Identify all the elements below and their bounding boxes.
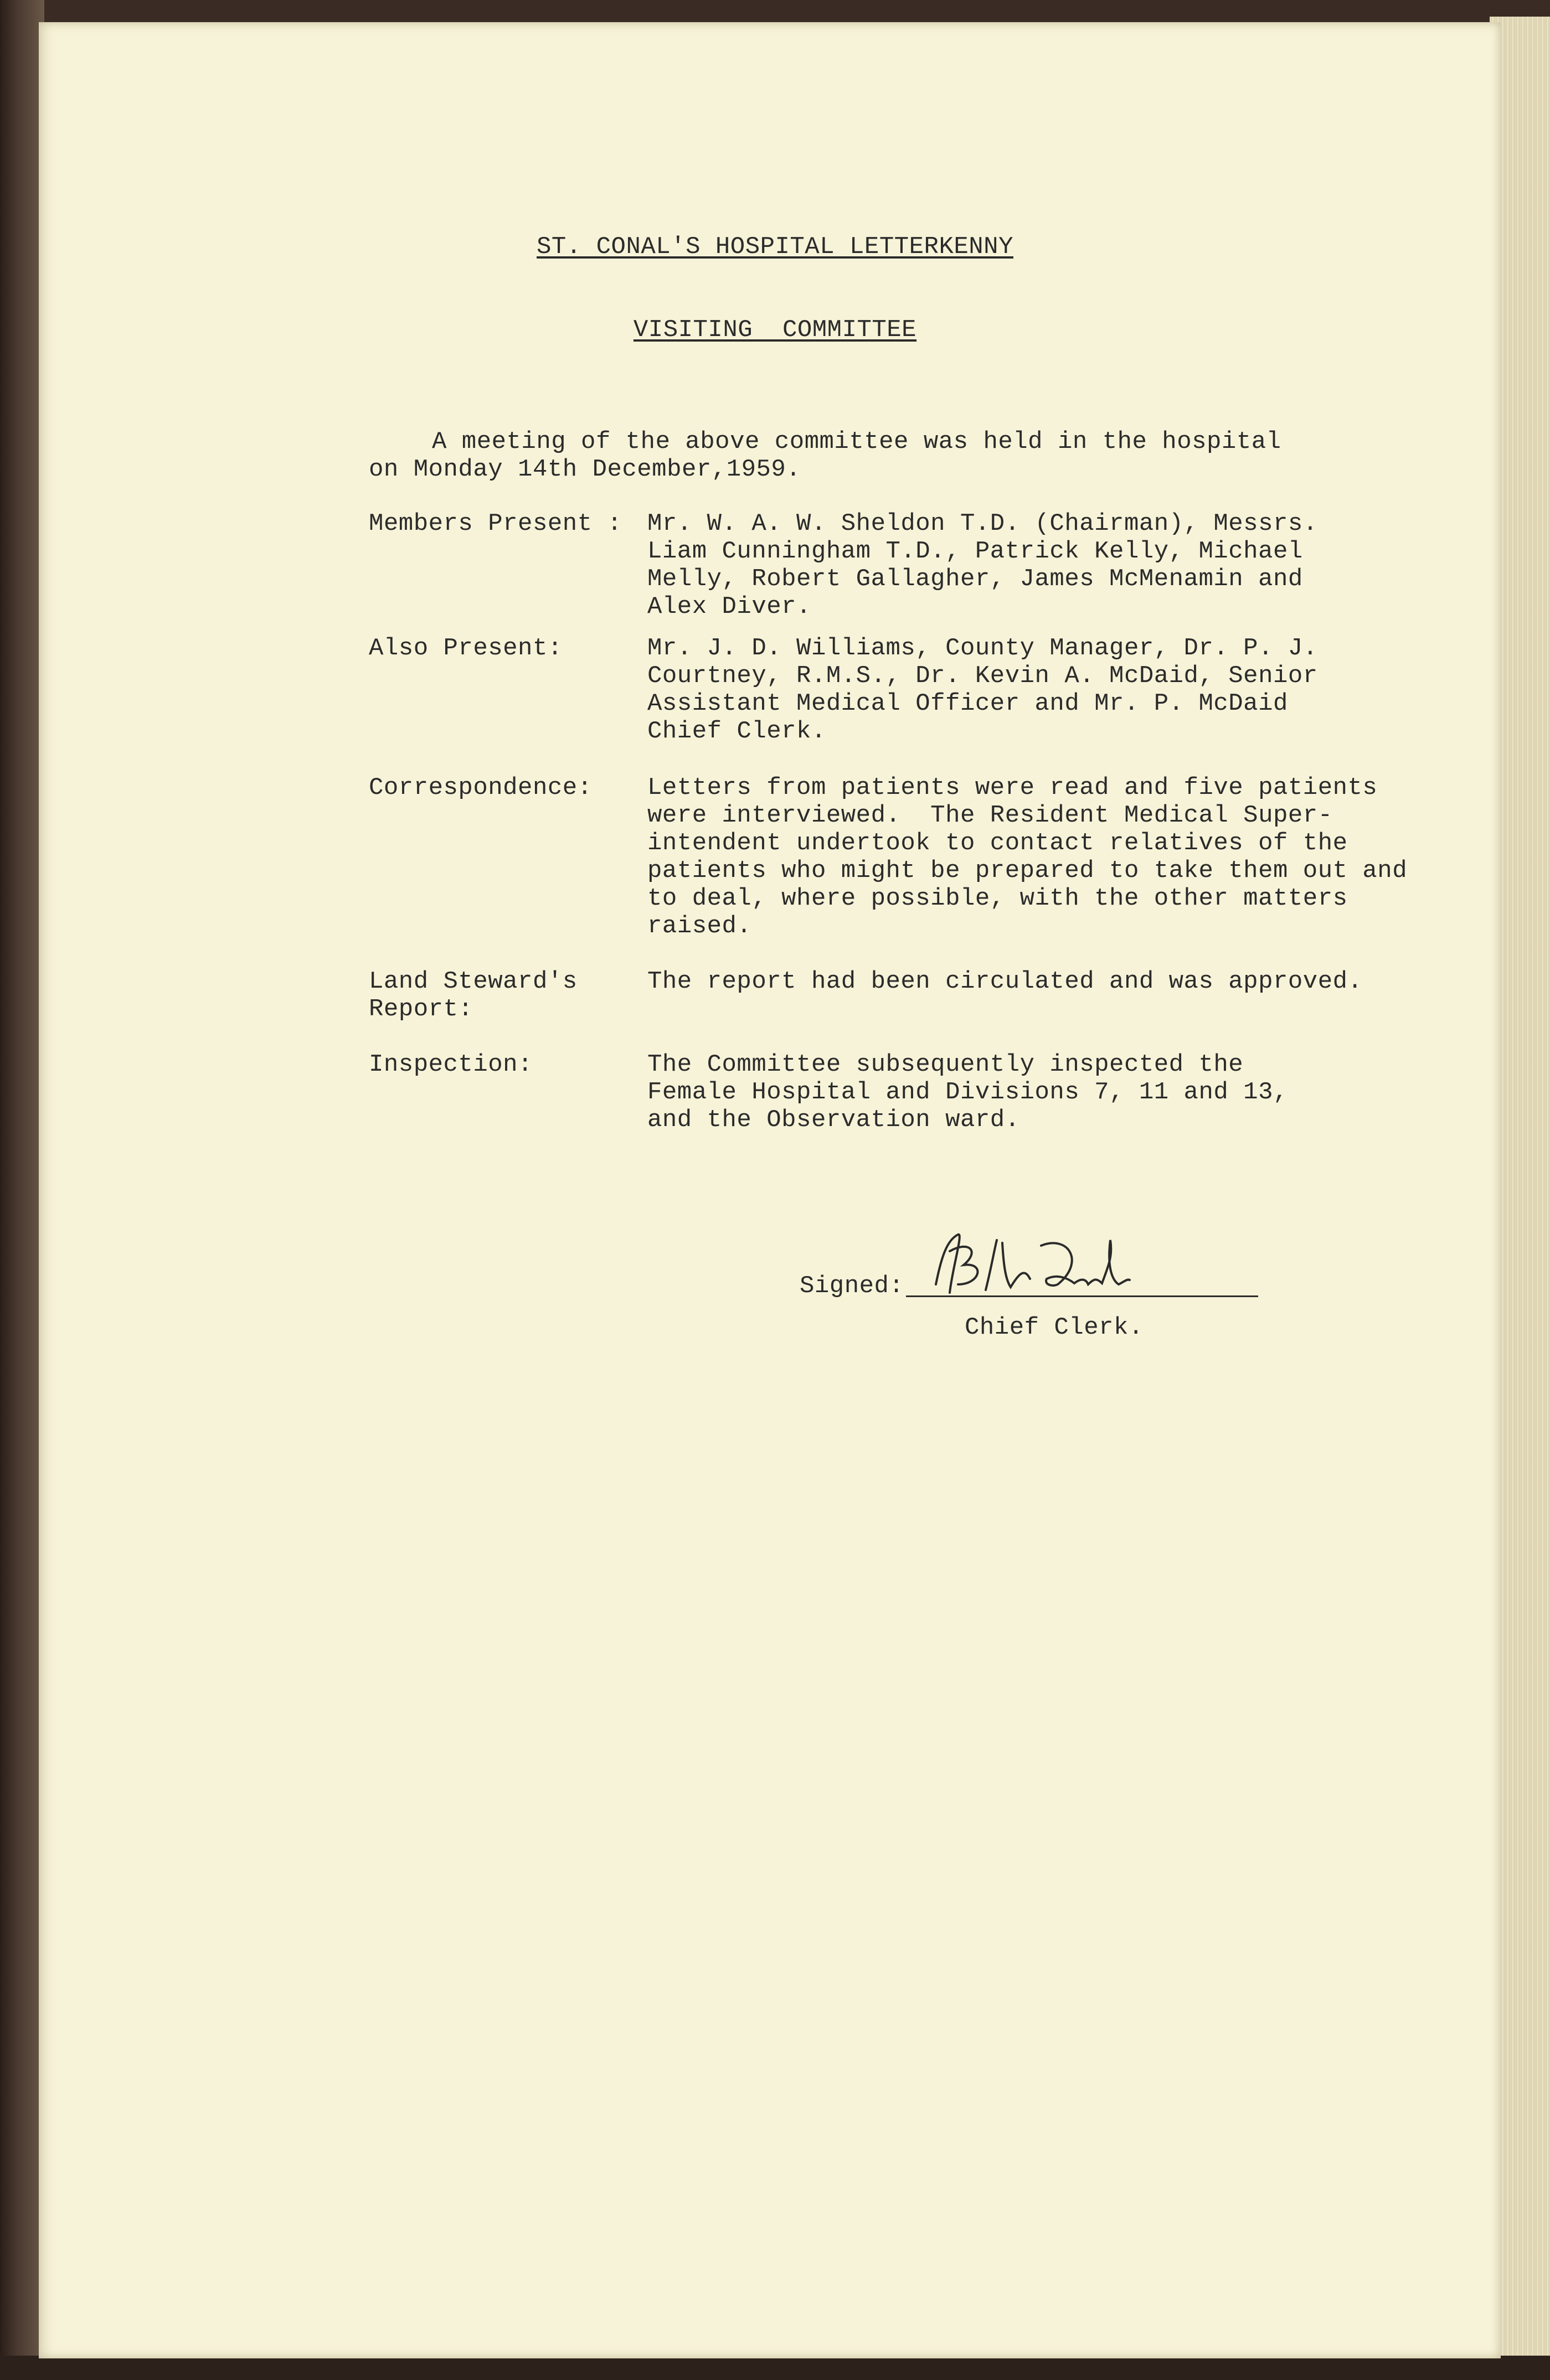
intro-line-2: on Monday 14th December,1959. bbox=[369, 456, 801, 483]
label-report: Report: bbox=[369, 995, 473, 1023]
signed-label: Signed: bbox=[800, 1272, 904, 1300]
members-line-1: Mr. W. A. W. Sheldon T.D. (Chairman), Messrs. bbox=[647, 510, 1318, 538]
correspondence-line-2: were interviewed. The Resident Medical Super- bbox=[647, 802, 1333, 829]
correspondence-line-4: patients who might be prepared to take them out and bbox=[647, 857, 1408, 885]
inspection-line-3: and the Observation ward. bbox=[647, 1106, 1020, 1134]
signer-title: Chief Clerk. bbox=[965, 1314, 1144, 1341]
label-correspondence: Correspondence: bbox=[369, 774, 593, 802]
label-land-steward: Land Steward's bbox=[369, 968, 578, 995]
label-inspection: Inspection: bbox=[369, 1051, 533, 1078]
members-line-2: Liam Cunningham T.D., Patrick Kelly, Michael bbox=[647, 538, 1303, 565]
document-title: ST. CONAL'S HOSPITAL LETTERKENNY bbox=[537, 233, 1013, 261]
land-steward-line-1: The report had been circulated and was approved. bbox=[647, 968, 1363, 995]
label-also-present: Also Present: bbox=[369, 634, 563, 662]
document-subtitle: VISITING COMMITTEE bbox=[633, 316, 917, 344]
also-line-2: Courtney, R.M.S., Dr. Kevin A. McDaid, Senior bbox=[647, 662, 1318, 690]
also-line-4: Chief Clerk. bbox=[647, 717, 826, 745]
members-line-3: Melly, Robert Gallagher, James McMenamin and bbox=[647, 565, 1303, 593]
correspondence-line-5: to deal, where possible, with the other matters bbox=[647, 885, 1348, 912]
inspection-line-1: The Committee subsequently inspected the bbox=[647, 1051, 1244, 1078]
correspondence-line-3: intendent undertook to contact relatives of the bbox=[647, 829, 1348, 857]
members-line-4: Alex Diver. bbox=[647, 593, 811, 621]
book-binding bbox=[0, 0, 44, 2380]
bottom-shadow bbox=[0, 2356, 1550, 2380]
signature-line bbox=[906, 1295, 1258, 1297]
correspondence-line-1: Letters from patients were read and five patients bbox=[647, 774, 1378, 802]
document-page bbox=[39, 22, 1501, 2358]
intro-line-1: A meeting of the above committee was held in the hospital bbox=[432, 428, 1281, 456]
label-members-present: Members Present : bbox=[369, 510, 622, 538]
correspondence-line-6: raised. bbox=[647, 912, 752, 940]
also-line-1: Mr. J. D. Williams, County Manager, Dr. P. J. bbox=[647, 634, 1318, 662]
inspection-line-2: Female Hospital and Divisions 7, 11 and 13, bbox=[647, 1078, 1288, 1106]
also-line-3: Assistant Medical Officer and Mr. P. McDaid bbox=[647, 690, 1288, 717]
signature-icon bbox=[919, 1218, 1163, 1307]
